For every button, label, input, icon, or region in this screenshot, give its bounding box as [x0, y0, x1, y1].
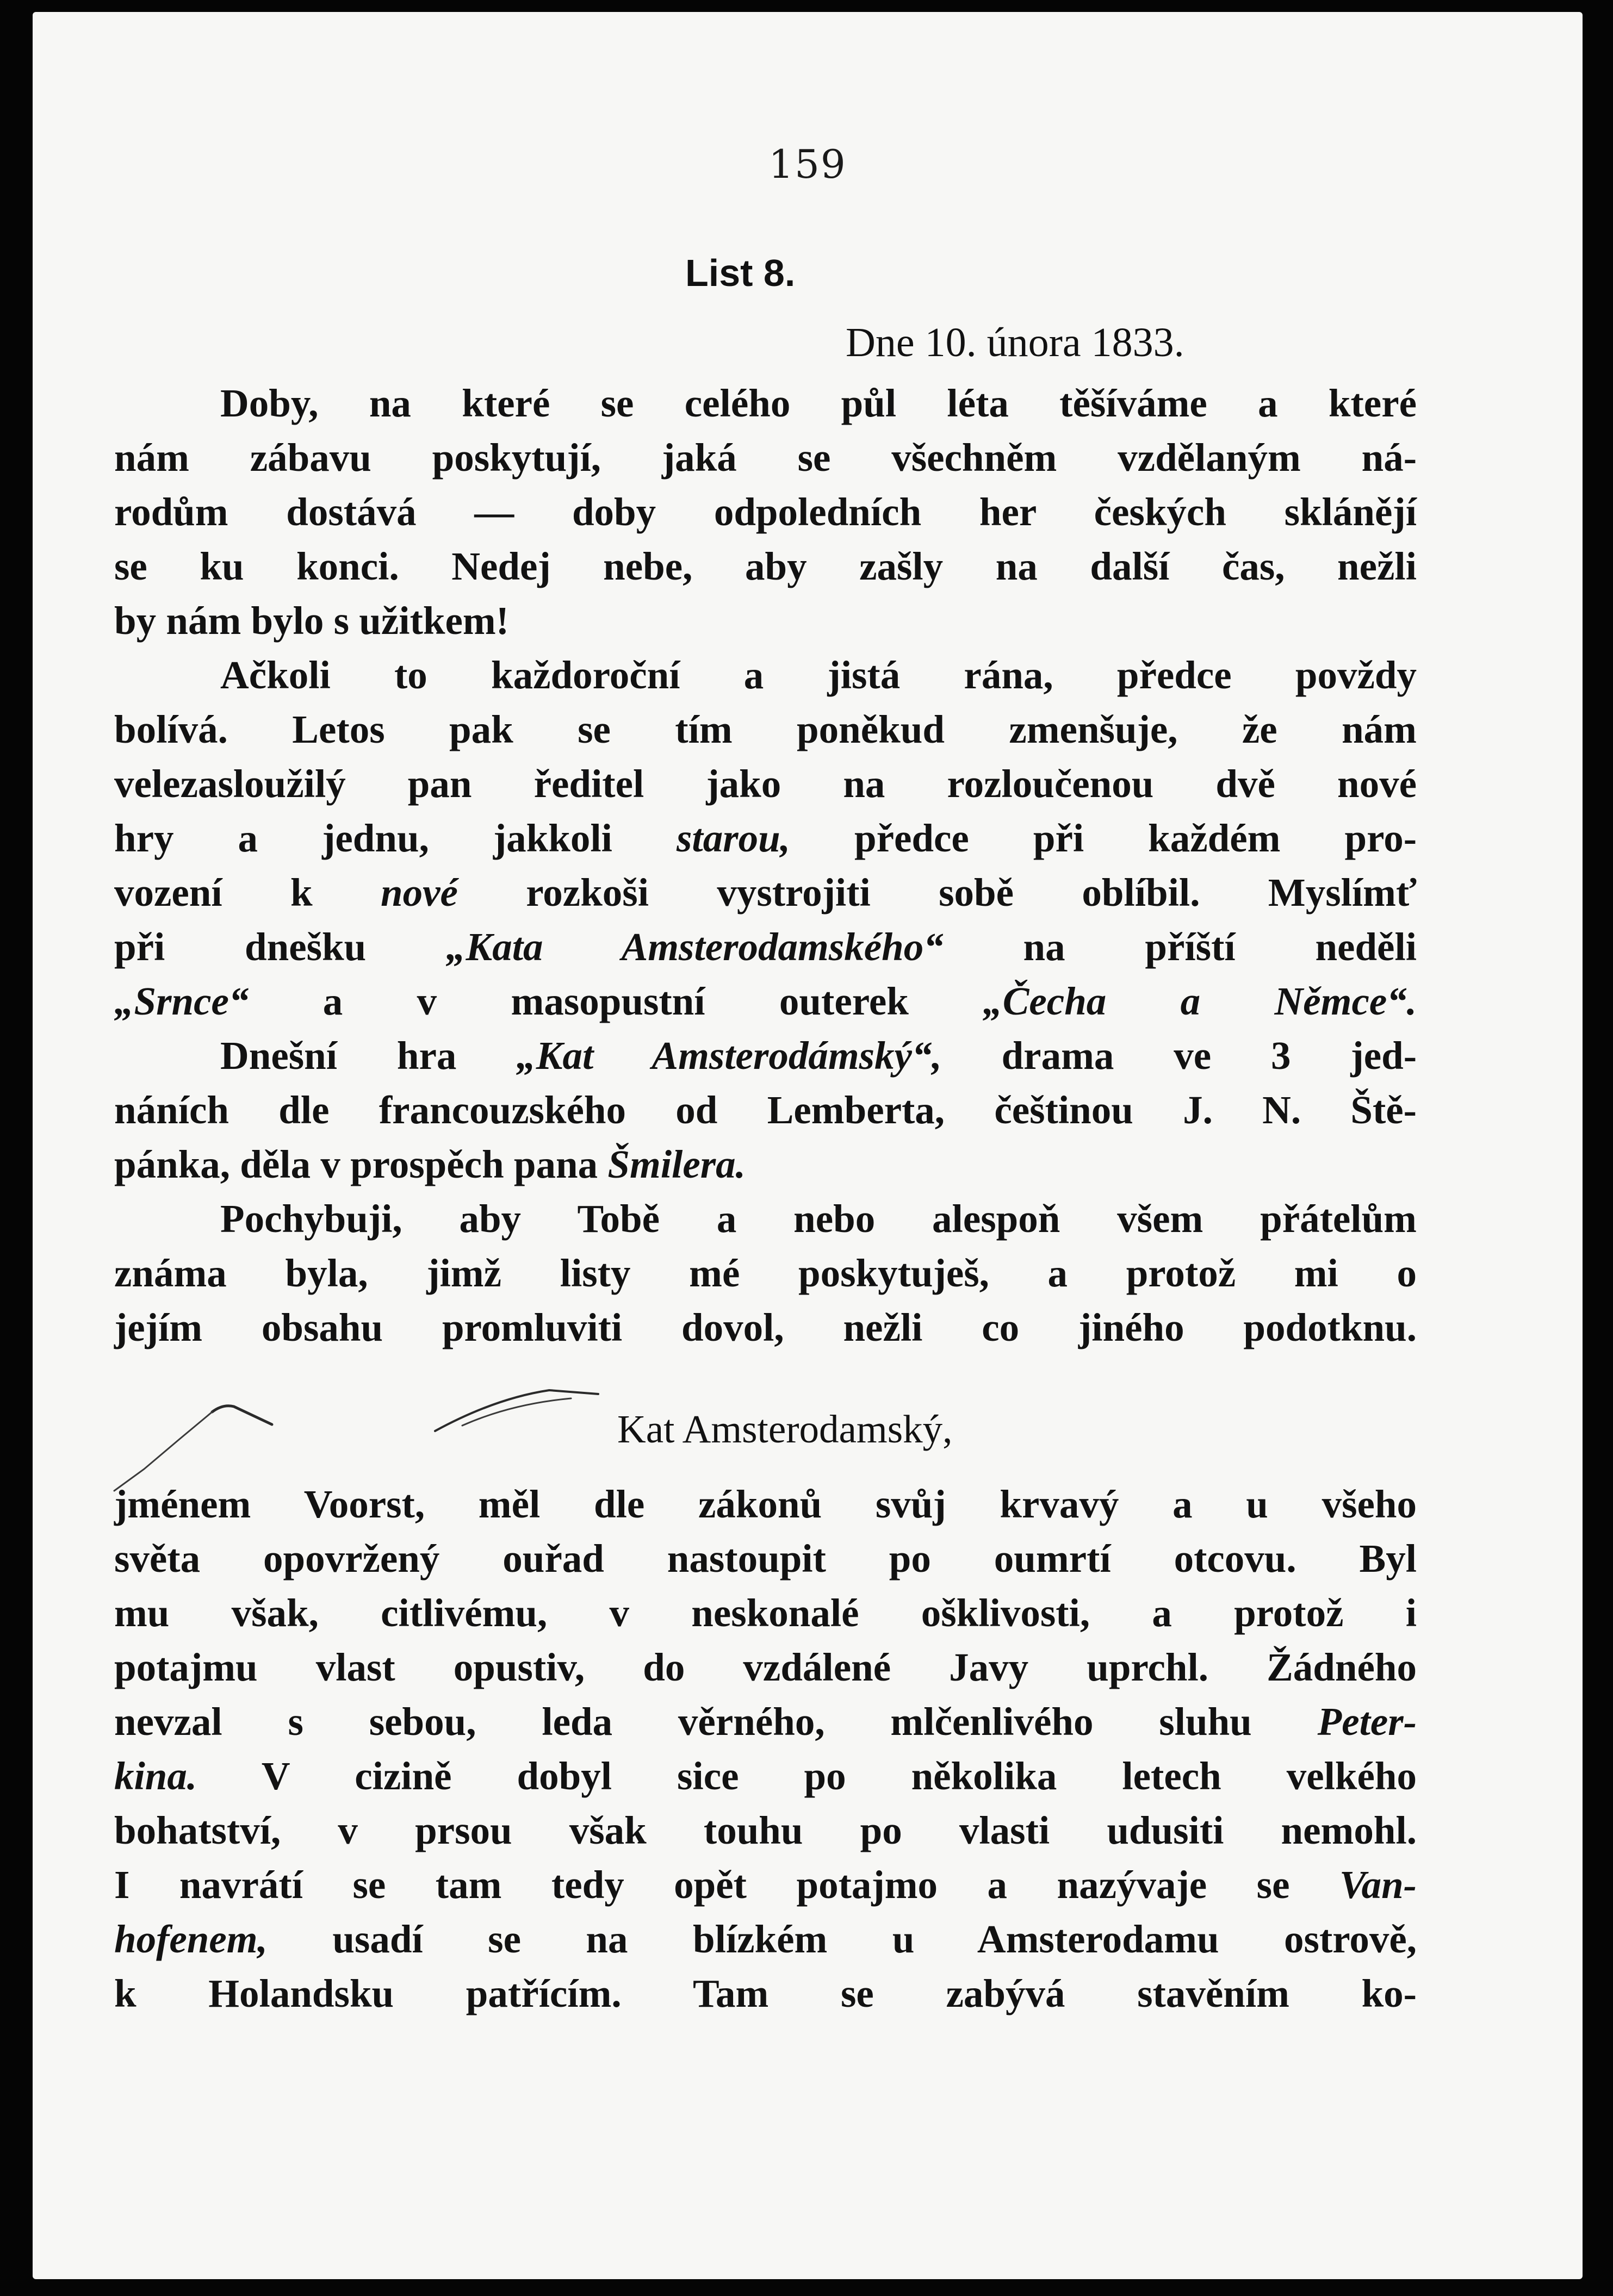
pencil-stroke — [462, 1398, 571, 1426]
text-line: známa byla, jimž listy mé poskytuješ, a protož mi o — [114, 1251, 1417, 1295]
paragraph-1 — [114, 376, 1417, 648]
text-line: potajmu vlast opustiv, do vzdálené Javy uprchl. Žádného — [114, 1645, 1417, 1689]
italic-run: Van- — [1339, 1863, 1417, 1907]
text-line: Ačkoli to každoroční a jistá rána, předce povždy — [220, 653, 1417, 697]
text-line: mu však, citlivému, v neskonalé ošklivosti, a protož i — [114, 1591, 1417, 1635]
paragraph-2 — [114, 648, 1417, 1029]
text-line — [114, 1695, 1417, 1749]
text-line: by nám bylo s užitkem! — [114, 599, 510, 643]
letter-title: List 8. — [685, 252, 796, 294]
text-run: při dnešku — [114, 925, 367, 969]
text-line — [114, 1137, 1417, 1192]
text-run: drama ve 3 jed- — [1001, 1034, 1417, 1078]
upper-text-block — [114, 376, 1417, 1355]
text-run: Dnešní hra — [220, 1034, 457, 1078]
text-line: jejím obsahu promluviti dovol, nežli co jiného podotknu. — [114, 1305, 1417, 1349]
text-line — [114, 811, 1417, 866]
lower-text-block — [114, 1477, 1417, 2021]
text-run: rozkoši vystrojiti sobě oblíbil. Myslímť — [526, 870, 1417, 914]
text-line: k Holandsku patřícím. Tam se zabývá stavěním ko- — [114, 1971, 1417, 2015]
italic-run: nové — [380, 870, 458, 914]
text-line: nám zábavu poskytují, jaká se všechněm vzdělaným ná- — [114, 435, 1417, 480]
italic-run: Peter- — [1317, 1700, 1417, 1744]
pencil-stroke — [435, 1390, 598, 1431]
text-line: světa opovržený ouřad nastoupit po oumrtí otcovu. Byl — [114, 1536, 1417, 1581]
text-line: rodům dostává — doby odpoledních her českých sklánějí — [114, 490, 1417, 534]
text-line: náních dle francouzského od Lemberta, češtinou J. N. Ště- — [114, 1088, 1417, 1132]
text-line — [114, 920, 1417, 974]
text-run: nevzal s sebou, leda věrného, mlčenlivého sluhu — [114, 1700, 1252, 1744]
text-line: bohatství, v prsou však touhu po vlasti udusiti nemohl. — [114, 1808, 1417, 1852]
text-run: V cizině dobyl sice po několika letech velkého — [261, 1754, 1417, 1798]
text-line: jménem Voorst, měl dle zákonů svůj krvavý a u všeho — [114, 1482, 1417, 1526]
text-run: vození k — [114, 870, 313, 914]
italic-run: hofenem, — [114, 1917, 268, 1961]
text-run: I navrátí se tam tedy opět potajmo a nazývaje se — [114, 1863, 1290, 1907]
text-line: Pochybuji, aby Tobě a nebo alespoň všem přátelům — [220, 1197, 1417, 1241]
text-run: na příští neděli — [1023, 925, 1417, 969]
text-run: hry a jednu, jakkoli — [114, 816, 612, 860]
paragraph-4 — [114, 1192, 1417, 1355]
text-line — [114, 1858, 1417, 1912]
text-line: bolívá. Letos pak se tím poněkud zmenšuje, že nám — [114, 707, 1417, 751]
text-line: se ku konci. Nedej nebe, aby zašly na další čas, nežli — [114, 544, 1417, 588]
italic-run: „Kata Amsterodamského“ — [446, 925, 944, 969]
italic-run: starou, — [677, 816, 790, 860]
book-page — [33, 12, 1583, 2279]
letter-date: Dne 10. února 1833. — [846, 320, 1184, 365]
paragraph-5 — [114, 1477, 1417, 2021]
text-line — [114, 1749, 1417, 1803]
text-line — [114, 1029, 1417, 1083]
paragraph-3 — [114, 1029, 1417, 1192]
italic-run: „Srnce“ — [114, 979, 249, 1023]
text-line — [114, 1912, 1417, 1967]
text-line: Doby, na které se celého půl léta těšíváme a které — [220, 381, 1417, 425]
italic-run: kina. — [114, 1754, 197, 1798]
italic-run: Šmilera. — [607, 1142, 746, 1186]
italic-run: „Kat Amsterodámský“, — [516, 1034, 942, 1078]
text-run: předce při každém pro- — [854, 816, 1417, 860]
text-line — [114, 866, 1417, 920]
text-run: pánka, děla v prospěch pana — [114, 1142, 598, 1186]
text-run: usadí se na blízkém u Amsterodamu ostrově, — [332, 1917, 1417, 1961]
pencil-stroke — [212, 1406, 272, 1424]
section-heading: Kat Amsterodamský, — [617, 1407, 953, 1451]
italic-run: „Čecha a Němce“. — [983, 979, 1417, 1023]
text-line: velezasloužilý pan ředitel jako na rozloučenou dvě nové — [114, 762, 1417, 806]
text-run: a v masopustní outerek — [322, 979, 909, 1023]
page-number: 159 — [768, 141, 847, 187]
text-line — [114, 974, 1417, 1029]
